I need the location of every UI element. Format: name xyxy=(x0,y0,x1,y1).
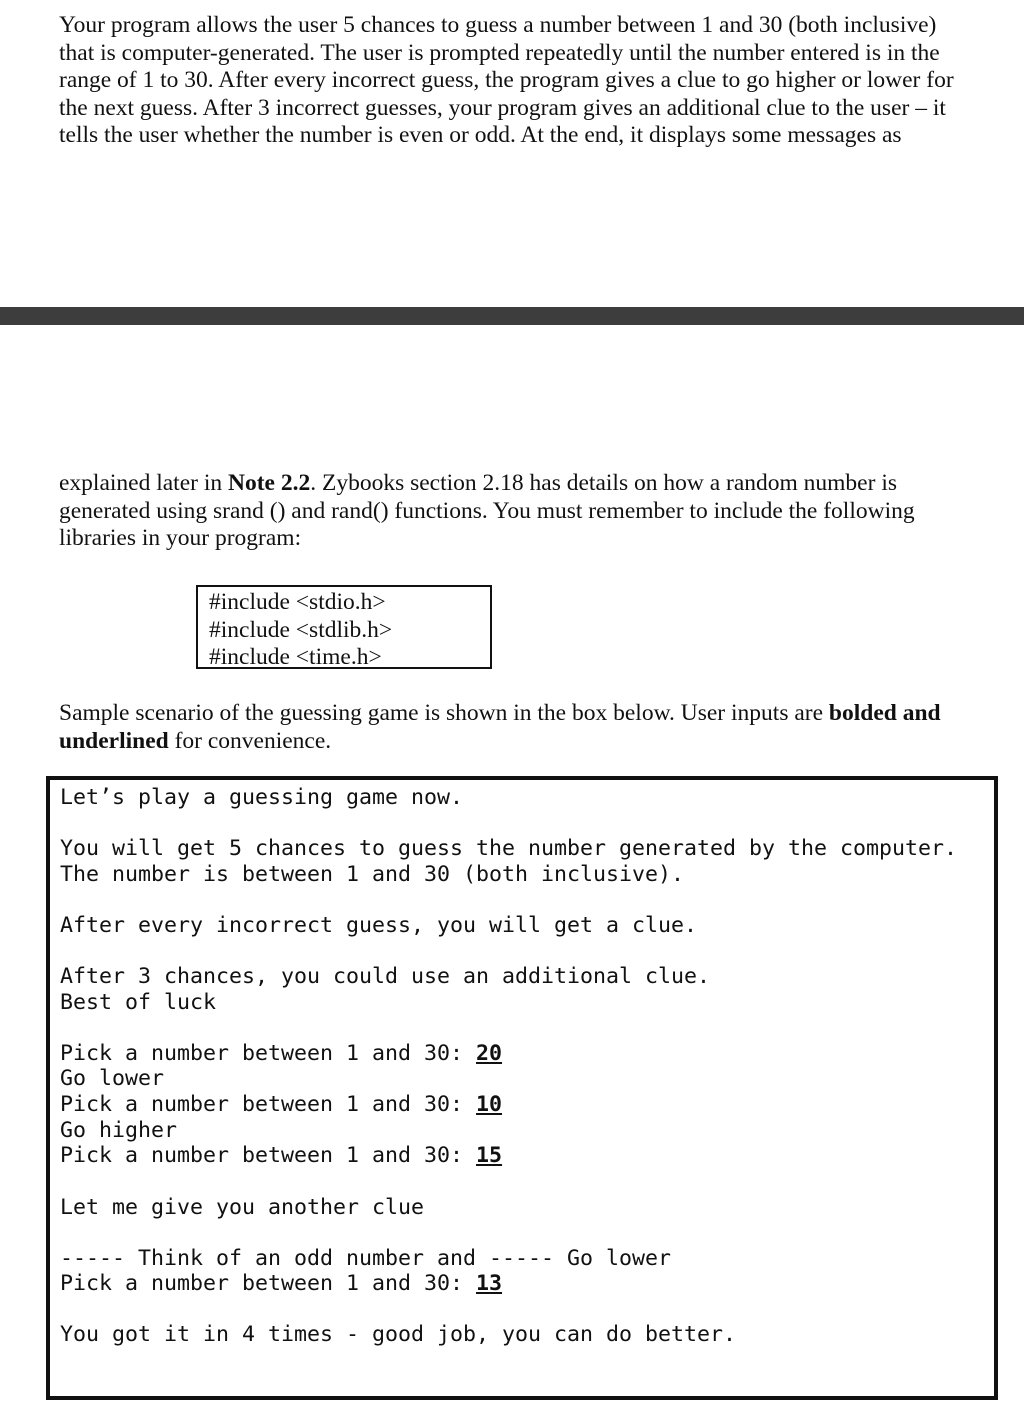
explain-text: . Zybooks section 2.18 has details on how a random number is xyxy=(310,470,897,496)
blank-line xyxy=(60,939,994,964)
blank-line xyxy=(60,1015,994,1040)
sample-bold-text: bolded and xyxy=(828,700,941,726)
terminal-line: Let’s play a guessing game now. xyxy=(60,785,464,810)
terminal-line: Let me give you another clue xyxy=(60,1194,425,1220)
explain-line xyxy=(59,470,915,498)
hint-line: ----- Think of an odd number and ----- Go lower xyxy=(60,1245,672,1271)
sample-paragraph xyxy=(59,700,941,755)
prompt-line xyxy=(60,1143,994,1169)
clue-line: Go higher xyxy=(60,1117,178,1143)
sample-terminal-output xyxy=(46,776,998,1400)
clue-line: Go lower xyxy=(60,1066,165,1092)
sample-bold-text: underlined xyxy=(59,727,169,754)
prompt-line xyxy=(60,1092,994,1118)
blank-line xyxy=(60,811,994,836)
page-divider-bar xyxy=(0,307,1024,325)
intro-line: that is computer-generated. The user is prompted repeatedly until the number entered is in the xyxy=(59,39,940,66)
intro-line: Your program allows the user 5 chances to guess a number between 1 and 30 (both inclusive) xyxy=(59,12,937,38)
intro-line: the next guess. After 3 incorrect guesses, your program gives an additional clue to the user – it xyxy=(59,94,946,121)
include-line: #include <time.h> xyxy=(209,644,382,670)
prompt-text: Pick a number between 1 and 30: xyxy=(60,1271,477,1297)
user-input: 10 xyxy=(476,1092,503,1118)
blank-line xyxy=(60,1297,994,1322)
terminal-line: Best of luck xyxy=(60,989,217,1015)
include-box xyxy=(196,585,492,669)
sample-line xyxy=(59,728,941,756)
explain-text: explained later in xyxy=(59,470,228,496)
terminal-line: After every incorrect guess, you will get a clue. xyxy=(60,912,698,938)
prompt-text: Pick a number between 1 and 30: xyxy=(60,1092,477,1118)
blank-line xyxy=(60,1220,994,1245)
terminal-line: The number is between 1 and 30 (both inclusive). xyxy=(60,861,685,887)
sample-text: Sample scenario of the guessing game is shown in the box below. User inputs are xyxy=(59,700,829,726)
user-input: 20 xyxy=(476,1040,503,1066)
explain-line: generated using srand () and rand() functions. You must remember to include the following xyxy=(59,497,915,524)
blank-line xyxy=(60,887,994,912)
user-input: 15 xyxy=(476,1143,503,1169)
user-input: 13 xyxy=(476,1271,503,1297)
include-line: #include <stdlib.h> xyxy=(209,616,393,643)
sample-line xyxy=(59,700,941,728)
result-line: You got it in 4 times - good job, you can do better. xyxy=(60,1322,737,1348)
prompt-line xyxy=(60,1271,994,1297)
prompt-text: Pick a number between 1 and 30: xyxy=(60,1143,477,1169)
intro-line: tells the user whether the number is even or odd. At the end, it displays some messages as xyxy=(59,122,902,148)
explain-line: libraries in your program: xyxy=(59,525,302,551)
explain-paragraph xyxy=(59,470,915,553)
sample-text: for convenience. xyxy=(168,727,332,754)
note-reference: Note 2.2 xyxy=(228,470,311,496)
terminal-line: After 3 chances, you could use an additional clue. xyxy=(60,963,711,989)
include-line: #include <stdio.h> xyxy=(209,589,386,615)
prompt-text: Pick a number between 1 and 30: xyxy=(60,1040,477,1066)
intro-paragraph xyxy=(59,12,954,150)
prompt-line xyxy=(60,1041,994,1067)
intro-line: range of 1 to 30. After every incorrect guess, the program gives a clue to go higher or lower for xyxy=(59,67,954,93)
terminal-line: You will get 5 chances to guess the number generated by the computer. xyxy=(60,836,958,862)
blank-line xyxy=(60,1169,994,1194)
